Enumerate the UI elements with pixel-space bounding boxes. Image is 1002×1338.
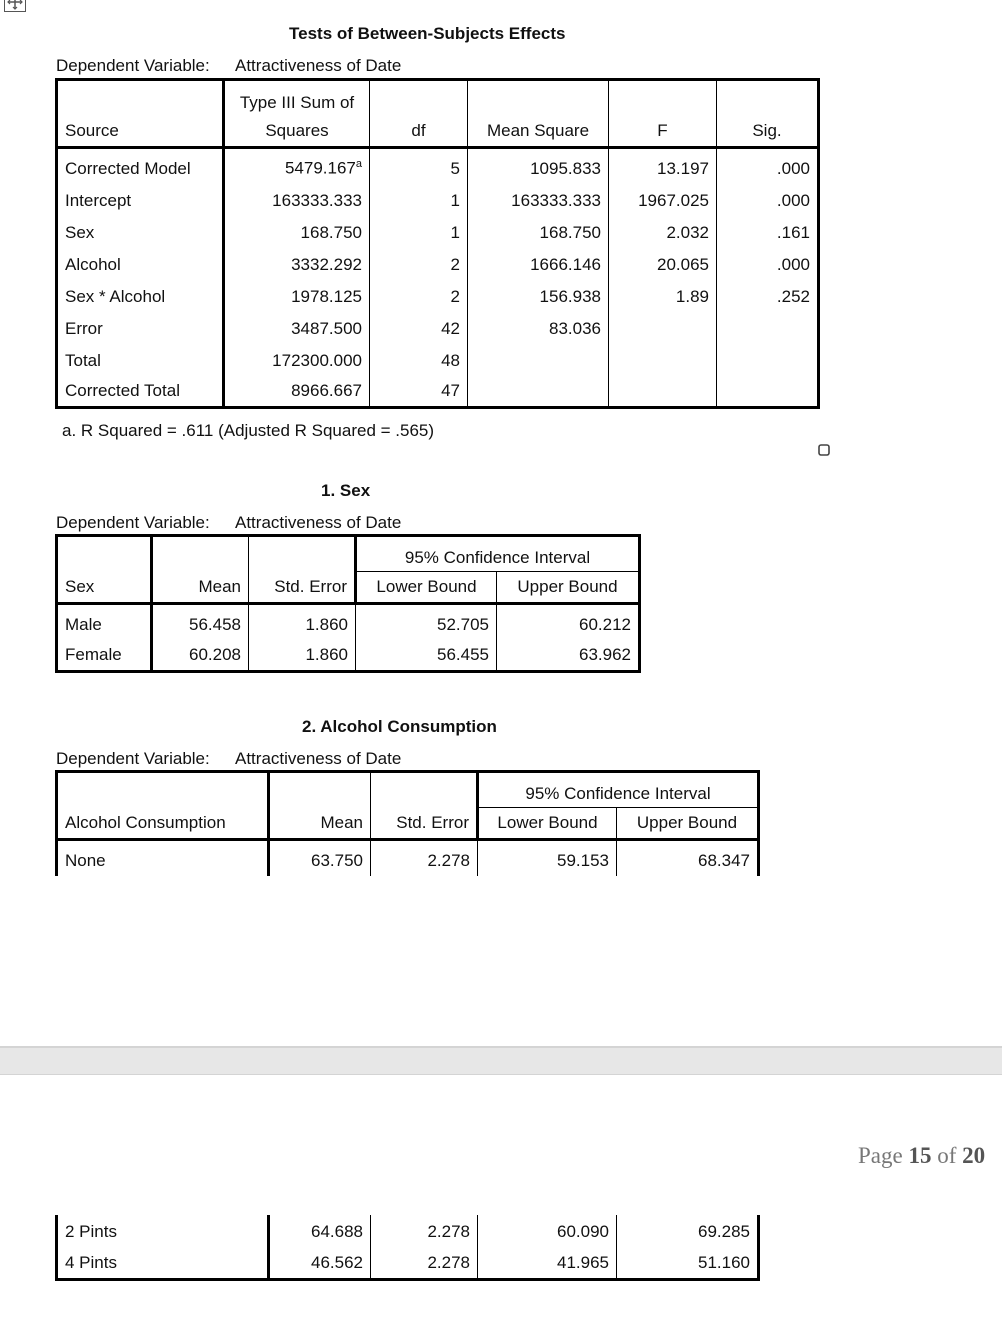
col-header-std-error: Std. Error	[371, 772, 478, 840]
row-ms: 1095.833	[468, 148, 609, 184]
row-ms: 163333.333	[468, 184, 609, 216]
row-ms: 168.750	[468, 216, 609, 248]
table-row	[57, 280, 819, 312]
row-lower-bound: 60.090	[478, 1215, 617, 1247]
table1-dependent-variable	[56, 56, 401, 76]
row-f: 1967.025	[609, 184, 717, 216]
table-row	[57, 1215, 759, 1247]
row-std-error: 2.278	[371, 1215, 478, 1247]
page-break-separator	[0, 1046, 1002, 1075]
checkbox-icon[interactable]	[818, 441, 830, 453]
table2-title: 1. Sex	[321, 481, 371, 500]
row-sig: .252	[717, 280, 819, 312]
row-ms: 83.036	[468, 312, 609, 344]
row-ss: 163333.333	[224, 184, 370, 216]
table3-title: 2. Alcohol Consumption	[302, 717, 497, 736]
col-header-upper: Upper Bound	[497, 572, 640, 604]
row-upper-bound: 51.160	[617, 1247, 759, 1279]
col-header-ci: 95% Confidence Interval	[356, 536, 640, 572]
row-source: Sex * Alcohol	[57, 280, 224, 312]
table1-title: Tests of Between-Subjects Effects	[289, 24, 566, 43]
row-level: None	[57, 840, 269, 876]
col-header-mean: Mean	[152, 536, 249, 604]
page-label: Page	[858, 1143, 903, 1168]
col-header-sex: Sex	[57, 536, 152, 604]
row-source: Intercept	[57, 184, 224, 216]
row-ms	[468, 344, 609, 376]
row-source: Corrected Total	[57, 376, 224, 408]
row-ms: 1666.146	[468, 248, 609, 280]
row-ss: 5479.167$^a$	[224, 148, 370, 184]
col-header-ci: 95% Confidence Interval	[478, 772, 759, 808]
row-f: 2.032	[609, 216, 717, 248]
between-subjects-table	[55, 78, 820, 409]
table-row	[57, 344, 819, 376]
row-source: Sex	[57, 216, 224, 248]
dv-value: Attractiveness of Date	[235, 749, 402, 768]
page-current: 15	[908, 1143, 932, 1168]
row-ss: 172300.000	[224, 344, 370, 376]
row-ss: 8966.667	[224, 376, 370, 408]
alcohol-means-table-continued	[55, 1215, 760, 1281]
dv-value: Attractiveness of Date	[235, 56, 402, 75]
row-df: 48	[370, 344, 468, 376]
col-header-df: df	[370, 80, 468, 148]
table-row	[57, 376, 819, 408]
row-df: 47	[370, 376, 468, 408]
row-sig	[717, 312, 819, 344]
table-row	[57, 640, 640, 672]
row-sig: .000	[717, 184, 819, 216]
col-header-alcohol: Alcohol Consumption	[57, 772, 269, 840]
page-total: 20	[962, 1143, 986, 1168]
table1-footnote: a. R Squared = .611 (Adjusted R Squared = .565)	[62, 421, 435, 440]
row-std-error: 2.278	[371, 1247, 478, 1279]
col-header-ms: Mean Square	[468, 80, 609, 148]
row-ss: 1978.125	[224, 280, 370, 312]
row-sig	[717, 344, 819, 376]
row-mean: 60.208	[152, 640, 249, 672]
row-f	[609, 312, 717, 344]
row-ms	[468, 376, 609, 408]
dv-label: Dependent Variable:	[56, 513, 210, 532]
row-upper-bound: 68.347	[617, 840, 759, 876]
row-lower-bound: 56.455	[356, 640, 497, 672]
row-mean: 63.750	[269, 840, 371, 876]
table-row	[57, 312, 819, 344]
row-mean: 56.458	[152, 604, 249, 640]
col-header-lower: Lower Bound	[356, 572, 497, 604]
col-header-ss-line2: Squares	[224, 116, 370, 148]
row-df: 42	[370, 312, 468, 344]
row-ms: 156.938	[468, 280, 609, 312]
row-lower-bound: 41.965	[478, 1247, 617, 1279]
footnote-marker: a	[355, 157, 362, 170]
row-df: 1	[370, 216, 468, 248]
row-level: 4 Pints	[57, 1247, 269, 1279]
row-sig: .000	[717, 248, 819, 280]
col-header-mean: Mean	[269, 772, 371, 840]
table-header-row	[57, 80, 819, 116]
row-f: 20.065	[609, 248, 717, 280]
row-std-error: 1.860	[249, 604, 356, 640]
row-f	[609, 344, 717, 376]
row-sig	[717, 376, 819, 408]
row-std-error: 2.278	[371, 840, 478, 876]
page-number	[858, 1143, 985, 1169]
row-ss: 3332.292	[224, 248, 370, 280]
table3-dependent-variable	[56, 749, 401, 769]
row-ss: 168.750	[224, 216, 370, 248]
row-source: Alcohol	[57, 248, 224, 280]
dv-value: Attractiveness of Date	[235, 513, 402, 532]
row-df: 2	[370, 280, 468, 312]
row-level: Female	[57, 640, 152, 672]
table2-dependent-variable	[56, 513, 401, 533]
row-df: 1	[370, 184, 468, 216]
row-mean: 64.688	[269, 1215, 371, 1247]
alcohol-means-table	[55, 770, 760, 876]
row-level: 2 Pints	[57, 1215, 269, 1247]
row-level: Male	[57, 604, 152, 640]
row-upper-bound: 69.285	[617, 1215, 759, 1247]
table-row	[57, 840, 759, 876]
row-mean: 46.562	[269, 1247, 371, 1279]
row-sig: .161	[717, 216, 819, 248]
table-row	[57, 216, 819, 248]
dv-label: Dependent Variable:	[56, 749, 210, 768]
row-f: 1.89	[609, 280, 717, 312]
col-header-upper: Upper Bound	[617, 808, 759, 840]
table-row	[57, 248, 819, 280]
row-source: Total	[57, 344, 224, 376]
col-header-lower: Lower Bound	[478, 808, 617, 840]
row-f: 13.197	[609, 148, 717, 184]
col-header-f: F	[609, 80, 717, 148]
row-df: 5	[370, 148, 468, 184]
row-source: Error	[57, 312, 224, 344]
table-row	[57, 184, 819, 216]
row-upper-bound: 60.212	[497, 604, 640, 640]
col-header-std-error: Std. Error	[249, 536, 356, 604]
col-header-source: Source	[57, 80, 224, 148]
col-header-sig: Sig.	[717, 80, 819, 148]
page-of: of	[937, 1143, 957, 1168]
row-source: Corrected Model	[57, 148, 224, 184]
col-header-ss-line1: Type III Sum of	[224, 80, 370, 116]
sex-means-table	[55, 534, 641, 673]
row-f	[609, 376, 717, 408]
dv-label: Dependent Variable:	[56, 56, 210, 75]
move-handle-icon[interactable]	[4, 0, 26, 12]
row-std-error: 1.860	[249, 640, 356, 672]
row-df: 2	[370, 248, 468, 280]
row-lower-bound: 59.153	[478, 840, 617, 876]
table-row	[57, 604, 640, 640]
table-row	[57, 1247, 759, 1279]
row-upper-bound: 63.962	[497, 640, 640, 672]
row-ss: 3487.500	[224, 312, 370, 344]
table-row	[57, 148, 819, 184]
row-lower-bound: 52.705	[356, 604, 497, 640]
row-sig: .000	[717, 148, 819, 184]
